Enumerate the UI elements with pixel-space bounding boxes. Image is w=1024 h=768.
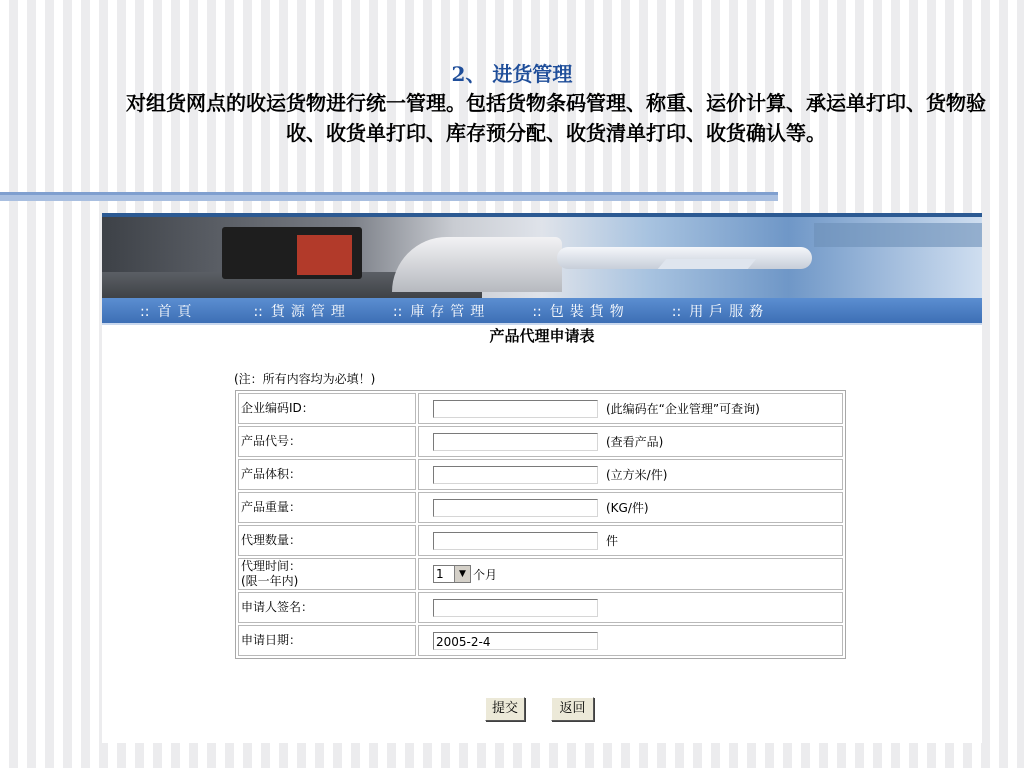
header-banner-image (102, 213, 982, 302)
applicant-signature-input[interactable] (433, 599, 598, 617)
form-row-application-date (238, 625, 843, 656)
form-row-product-volume (238, 459, 843, 490)
form-row-company-id (238, 393, 843, 424)
period-unit-label: 个月 (473, 567, 498, 582)
train-image (392, 237, 562, 292)
company-id-hint: (此编码在“企业管理”可查询) (606, 402, 760, 416)
agency-period-select[interactable]: 1 ▼ (433, 565, 471, 583)
quantity-unit-hint: 件 (606, 534, 619, 548)
required-note: (注：所有内容均为必填！) (234, 372, 376, 386)
slide-description: 对组货网点的收运货物进行统一管理。包括货物条码管理、称重、运价计算、承运单打印、货物验收、收货单打印、库存预分配、收货清单打印、收货确认等。 (126, 91, 986, 145)
main-nav (102, 298, 982, 325)
form-row-agency-quantity (238, 525, 843, 556)
weight-unit-hint: (KG/件) (606, 501, 649, 515)
label-product-code: 产品代号： (238, 426, 416, 457)
form-row-product-weight (238, 492, 843, 523)
divider-bar (0, 195, 778, 201)
nav-user-service[interactable]: :: 用戶服務 (671, 303, 770, 320)
nav-packaging[interactable]: :: 包裝貨物 (532, 303, 630, 320)
label-applicant-signature: 申请人签名： (238, 592, 416, 623)
nav-inventory-management[interactable]: :: 庫存管理 (392, 303, 491, 320)
label-agency-period: 代理时间： (限一年内) (238, 558, 416, 590)
product-volume-input[interactable] (433, 466, 598, 484)
product-code-input[interactable] (433, 433, 598, 451)
slide-title: 2、 进货管理 (451, 62, 573, 86)
label-application-date: 申请日期： (238, 625, 416, 656)
application-date-input[interactable]: 2005-2-4 (433, 632, 598, 650)
company-id-input[interactable] (433, 400, 598, 418)
form-row-agency-period (238, 558, 843, 590)
label-agency-quantity: 代理数量： (238, 525, 416, 556)
agency-quantity-input[interactable] (433, 532, 598, 550)
label-product-weight: 产品重量： (238, 492, 416, 523)
view-products-link[interactable]: (查看产品) (606, 435, 664, 449)
chevron-down-icon[interactable]: ▼ (454, 566, 470, 582)
product-weight-input[interactable] (433, 499, 598, 517)
label-company-id: 企业编码ID： (238, 393, 416, 424)
label-agency-period-limit: (限一年内) (241, 574, 299, 588)
application-form (235, 390, 846, 659)
submit-button[interactable]: 提交 (485, 697, 525, 721)
label-product-volume: 产品体积： (238, 459, 416, 490)
back-button[interactable]: 返回 (551, 697, 594, 721)
form-row-product-code (238, 426, 843, 457)
form-row-applicant-signature (238, 592, 843, 623)
form-title: 产品代理申请表 (489, 327, 595, 345)
nav-supply-management[interactable]: :: 貨源管理 (253, 303, 351, 320)
app-screenshot (102, 213, 982, 743)
volume-unit-hint: (立方米/件) (606, 468, 668, 482)
nav-home[interactable]: :: 首頁 (140, 303, 198, 320)
